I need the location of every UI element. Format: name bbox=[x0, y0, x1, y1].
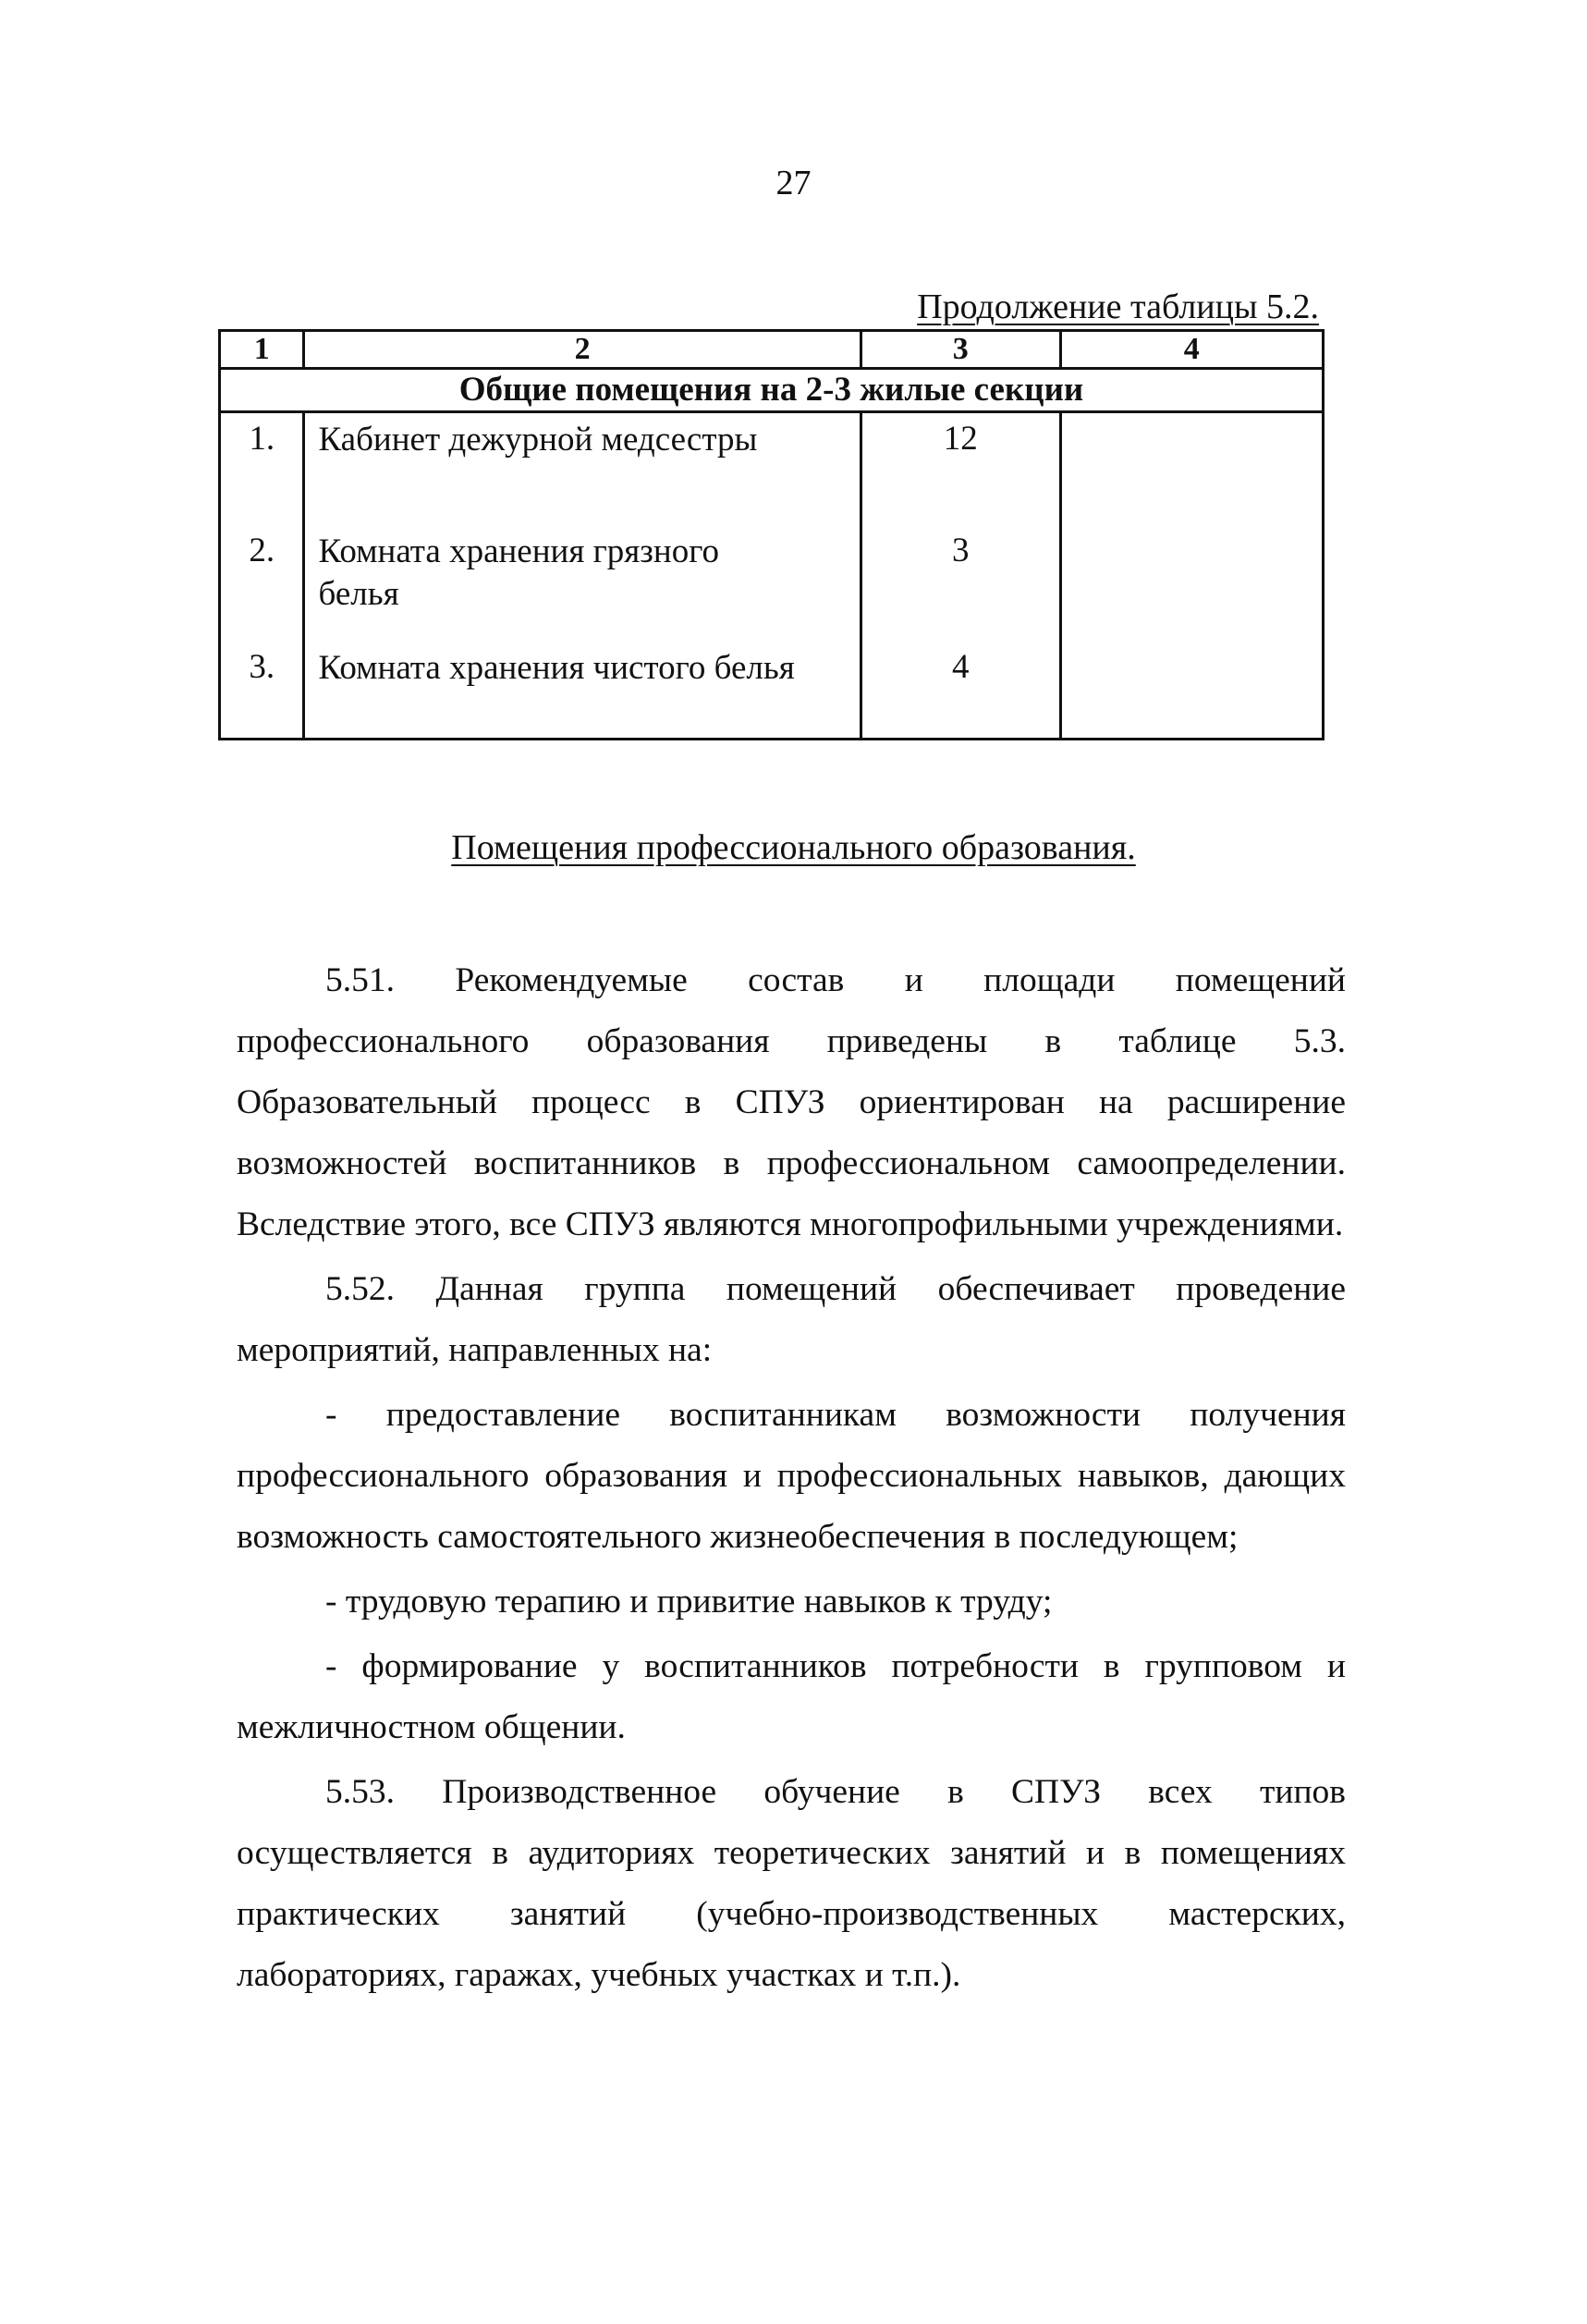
section-heading: Помещения профессионального образования. bbox=[451, 828, 1136, 867]
room-name bbox=[304, 525, 861, 642]
table-header-cell: 2 bbox=[304, 331, 861, 369]
room-note bbox=[1060, 642, 1323, 740]
room-area: 12 bbox=[861, 412, 1060, 525]
table-header-cell: 3 bbox=[861, 331, 1060, 369]
list-item: - формирование у воспитанников потребности в групповом и межличностном общении. bbox=[237, 1647, 1346, 1746]
row-number: 1. bbox=[220, 412, 304, 525]
row-number: 3. bbox=[220, 642, 304, 740]
paragraph: 5.51. Рекомендуемые состав и площади помещений профессионального образования приведены в таблице 5.3. Образовательный процесс в СПУЗ ориентирован на расширение возможностей воспитанников в профессиональном самоопределении. Вследствие этого, все СПУЗ являются многопрофильными учреждениями. bbox=[237, 961, 1346, 1243]
paragraph: 5.53. Производственное обучение в СПУЗ всех типов осуществляется в аудиториях теоретических занятий и в помещениях практических занятий (учебно-производственных мастерских, лабораториях, гаражах, учебных участках и т.п.). bbox=[237, 1773, 1346, 1994]
room-note bbox=[1060, 525, 1323, 642]
paragraph: 5.52. Данная группа помещений обеспечивает проведение мероприятий, направленных на: bbox=[237, 1270, 1346, 1369]
room-area: 3 bbox=[861, 525, 1060, 642]
table-row bbox=[220, 525, 1324, 642]
room-note bbox=[1060, 412, 1323, 525]
table-header-row bbox=[220, 331, 1324, 369]
rooms-table bbox=[218, 329, 1325, 740]
page-number: 27 bbox=[775, 164, 812, 202]
list-item: - предоставление воспитанникам возможности получения профессионального образования и профессиональных навыков, дающих возможность самостоятельного жизнеобеспечения в последующем; bbox=[237, 1396, 1346, 1556]
table-caption: Продолжение таблицы 5.2. bbox=[917, 287, 1319, 326]
list-item: - трудовую терапию и привитие навыков к труду; bbox=[325, 1583, 1053, 1621]
table-header-cell: 1 bbox=[220, 331, 304, 369]
room-name-text: Комната хранения грязного белья bbox=[318, 532, 719, 613]
body-text bbox=[237, 950, 1346, 2010]
table-row bbox=[220, 642, 1324, 740]
room-area: 4 bbox=[861, 642, 1060, 740]
row-number: 2. bbox=[220, 525, 304, 642]
table-header-cell: 4 bbox=[1060, 331, 1323, 369]
table-row bbox=[220, 412, 1324, 525]
room-name: Комната хранения чистого белья bbox=[304, 642, 861, 740]
table-section-row bbox=[220, 369, 1324, 412]
room-name: Кабинет дежурной медсестры bbox=[304, 412, 861, 525]
table-section-title: Общие помещения на 2-3 жилые секции bbox=[220, 369, 1324, 412]
